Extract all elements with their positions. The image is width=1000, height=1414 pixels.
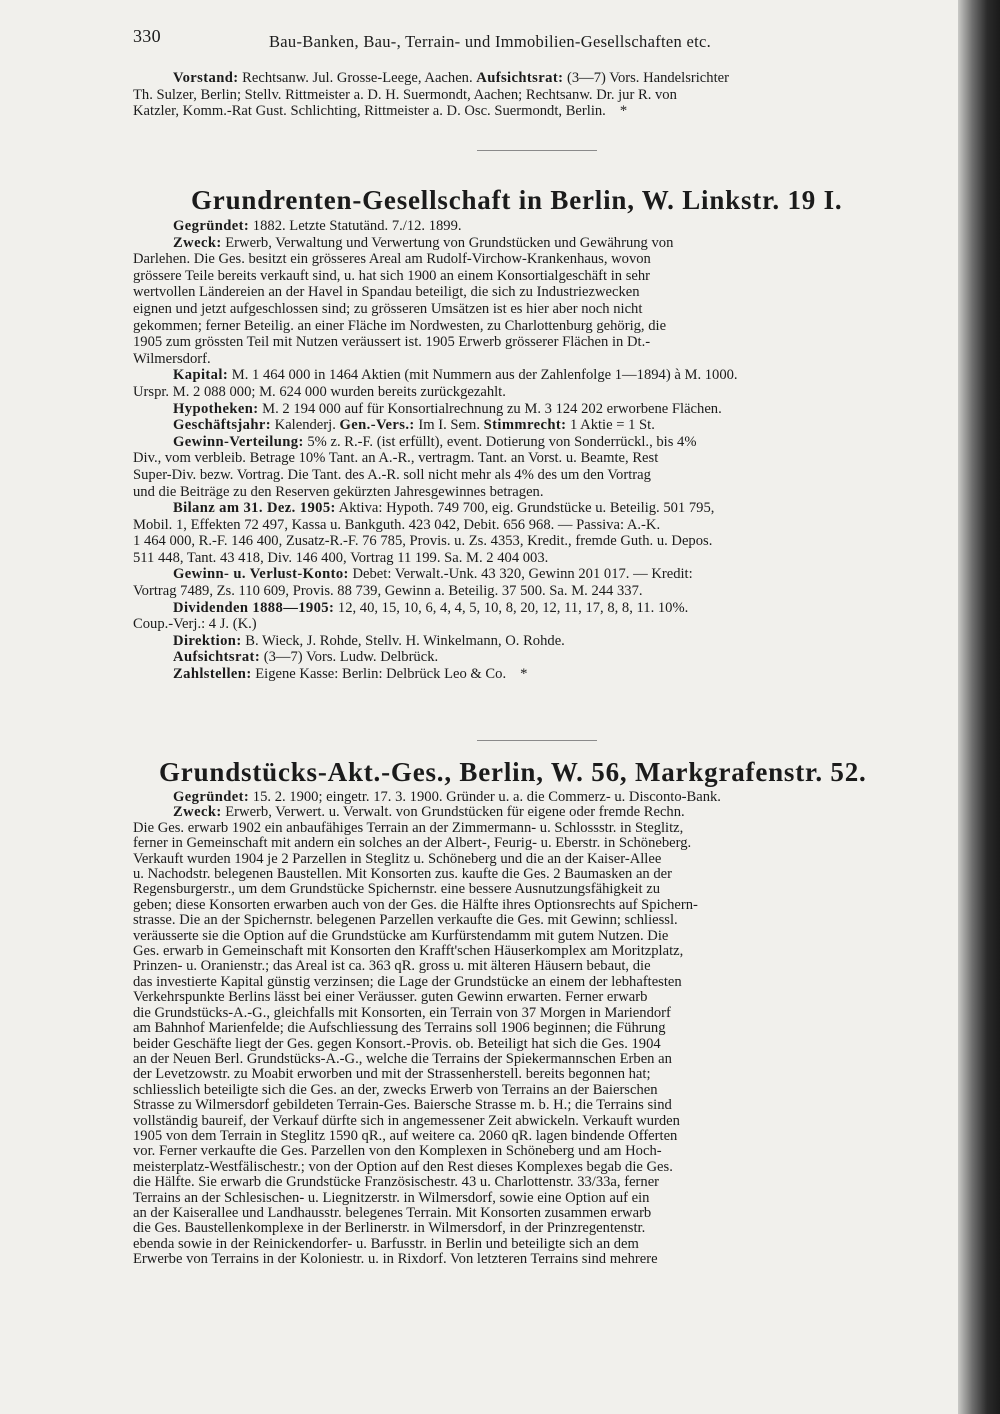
text-fragment: 1 Aktie = 1 St. <box>566 417 655 434</box>
text-line <box>133 268 941 285</box>
section-divider <box>477 150 597 151</box>
text-line <box>133 1114 941 1129</box>
keyword: Bilanz am 31. Dez. 1905: <box>173 500 336 517</box>
text-fragment: Debet: Verwalt.-Unk. 43 320, Gewinn 201 017. — Kredit: <box>348 566 693 583</box>
keyword: Aufsichtsrat: <box>173 649 261 666</box>
text-line: Th. Sulzer, Berlin; Stellv. Rittmeister a. D. H. Suermondt, Aachen; Rechtsanw. Dr. jur R. von <box>133 86 677 103</box>
text-fragment: grössere Teile bereits verkauft sind, u. hat sich 1900 an einem Konsortialgeschäft in sehr <box>133 267 651 284</box>
text-line <box>133 898 941 913</box>
keyword: Gen.-Vers.: <box>339 417 415 434</box>
asterisk-mark: * <box>619 103 628 120</box>
text-line <box>133 566 941 583</box>
text-line <box>133 1067 941 1082</box>
company-title: Grundrenten-Gesellschaft in Berlin, W. Linkstr. 19 I. <box>191 185 843 215</box>
text-fragment: ebenda sowie in der Reinickendorfer- u. Barfusstr. in Berlin und beteiligte sich an dem <box>133 1235 639 1252</box>
text-fragment: Strasse zu Wilmersdorf gebildeten Terrain-Ges. Baiersche Strasse m. b. H.; die Terrains sind <box>133 1097 672 1114</box>
text-line <box>133 467 941 484</box>
text-fragment: Katzler, Komm.-Rat Gust. Schlichting, Rittmeister a. D. Osc. Suermondt, Berlin. <box>133 103 606 120</box>
text-fragment: Div., vom verbleib. Betrage 10% Tant. an A.-R., vertragm. Tant. an Vorst. u. Beamte, Rest <box>133 450 659 467</box>
text-fragment: Erwerb, Verwert. u. Verwalt. von Grundstücken für eigene oder fremde Rechn. <box>221 804 685 821</box>
text-fragment: Erwerb, Verwaltung und Verwertung von Grundstücken und Gewährung von <box>221 234 674 251</box>
company-entry-grundrenten <box>133 218 941 683</box>
text-line <box>133 852 941 867</box>
text-fragment: 511 448, Tant. 43 418, Div. 146 400, Vortrag 11 199. Sa. M. 2 404 003. <box>133 549 549 566</box>
text-fragment: Urspr. M. 2 088 000; M. 624 000 wurden bereits zurückgezahlt. <box>133 383 506 400</box>
keyword: Aufsichtsrat: <box>476 70 564 86</box>
text-fragment: Regensburgerstr., um dem Grundstücke Spichernstr. eine bessere Ausnutzungsfähigkeit zu <box>133 881 661 898</box>
text-line <box>133 836 941 851</box>
scan-edge-shadow <box>958 0 1000 1414</box>
text-line <box>133 1006 941 1021</box>
text-fragment: meisterplatz-Westfälischestr.; von der Option auf den Rest dieses Komplexes begab die Ges. <box>133 1158 673 1175</box>
text-fragment: vor. Ferner verkaufte die Ges. Parzellen von den Komplexen in Schöneberg und am Hoch- <box>133 1143 662 1160</box>
text-line <box>133 1052 941 1067</box>
text-fragment: Mobil. 1, Effekten 72 497, Kassa u. Bankguth. 423 042, Debit. 656 968. — Passiva: A.-K. <box>133 516 661 533</box>
text-line <box>133 103 941 120</box>
text-line <box>133 882 941 897</box>
text-line <box>133 1191 941 1206</box>
text-fragment: an der Kaiserallee und Landhausstr. belegenes Terrain. Mit Konsorten zusammen erwarb <box>133 1204 652 1221</box>
text-line <box>133 616 941 633</box>
text-fragment: vollständig baureif, der Verkauf dürfte sich in angemessener Zeit abwickeln. Verkauft wurden <box>133 1112 680 1129</box>
document-page <box>133 22 941 1268</box>
keyword: Gewinn-Verteilung: <box>173 433 304 450</box>
entry-text <box>133 218 941 683</box>
running-head <box>133 22 941 56</box>
text-line <box>133 318 941 335</box>
text-fragment: Im I. Sem. <box>414 417 484 434</box>
text-line <box>133 401 941 418</box>
text-fragment: Super-Div. bezw. Vortrag. Die Tant. des A.-R. soll nicht mehr als 4% des um den Vortrag <box>133 466 651 483</box>
text-fragment: (3—7) Vors. Handelsrichter <box>563 70 729 86</box>
entry-top-text <box>133 70 941 120</box>
text-fragment: 12, 40, 15, 10, 6, 4, 4, 5, 10, 8, 20, 12, 11, 17, 8, 8, 11. 10%. <box>334 599 689 616</box>
keyword: Zweck: <box>173 804 222 821</box>
text-fragment: Wilmersdorf. <box>133 350 211 367</box>
text-fragment: eignen und jetzt aufgeschlossen sind; zu grösseren Umsätzen ist es hier aber noch nicht <box>133 300 643 317</box>
text-fragment: 15. 2. 1900; eingetr. 17. 3. 1900. Gründer u. a. die Commerz- u. Disconto-Bank. <box>249 789 721 805</box>
keyword: Gegründet: <box>173 218 250 234</box>
text-line <box>133 1206 941 1221</box>
text-fragment: 5% z. R.-F. (ist erfüllt), event. Dotierung von Sonderrückl., bis 4% <box>303 433 697 450</box>
text-line <box>133 384 941 401</box>
text-fragment: u. Nachodstr. belegenen Baustellen. Mit Konsorten zus. kaufte die Ges. 2 Baumasken an der <box>133 866 673 883</box>
text-fragment: Prinzen- u. Oranienstr.; das Areal ist ca. 363 qR. gross u. mit älteren Häusern bebaut, die <box>133 958 651 975</box>
text-fragment: strasse. Die an der Spichernstr. belegenen Parzellen verkaufte die Ges. mit Gewinn; schliessl. <box>133 912 678 929</box>
text-line <box>133 351 941 368</box>
page-number: 330 <box>133 26 161 46</box>
text-fragment: Kalenderj. <box>271 417 340 434</box>
text-fragment: das investierte Kapital günstig verzinsen; die Lage der Grundstücke an einem der lebhaftesten <box>133 973 682 990</box>
running-title: Bau-Banken, Bau-, Terrain- und Immobilien-Gesellschaften etc. <box>269 32 712 51</box>
text-fragment: die Hälfte. Sie erwarb die Grundstücke Französischestr. 43 u. Charlottenstr. 33/33a, ferner <box>133 1174 660 1191</box>
text-fragment: Terrains an der Schlesischen- u. Liegnitzerstr. in Wilmersdorf, sowie eine Option auf ein <box>133 1189 650 1206</box>
text-line <box>133 417 941 434</box>
text-fragment: Rechtsanw. Jul. Grosse-Leege, Aachen. <box>238 70 477 86</box>
text-line <box>133 959 941 974</box>
text-line <box>133 1144 941 1159</box>
text-fragment: gekommen; ferner Beteilig. an einer Fläche im Nordwesten, zu Charlottenburg gehörig, die <box>133 317 667 334</box>
text-fragment: die Grundstücks-A.-G., gleichfalls mit Konsorten, ein Terrain von 37 Morgen in Mariendorf <box>133 1004 671 1021</box>
text-fragment: am Bahnhof Marienfelde; die Aufschliessung des Terrains soll 1906 beginnen; die Führung <box>133 1020 666 1037</box>
text-line <box>133 975 941 990</box>
text-fragment: an der Neuen Berl. Grundstücks-A.-G., welche die Terrains der Spiekermannschen Erben an <box>133 1050 672 1067</box>
text-line <box>133 284 941 301</box>
text-fragment: veräusserte sie die Option auf die Grundstücke am Kurfürstendamm mit gutem Nutzen. Die <box>133 927 669 944</box>
text-fragment: Coup.-Verj.: 4 J. (K.) <box>133 616 257 633</box>
text-line <box>133 517 941 534</box>
text-line <box>133 500 941 517</box>
text-line <box>133 235 941 252</box>
text-fragment: 1882. Letzte Statutänd. 7./12. 1899. <box>249 218 462 234</box>
text-fragment: B. Wieck, J. Rohde, Stellv. H. Winkelmann, O. Rohde. <box>241 632 565 649</box>
text-fragment: Erwerbe von Terrains in der Koloniestr. u. in Rixdorf. Von letzteren Terrains sind mehrere <box>133 1251 658 1268</box>
text-line <box>133 1160 941 1175</box>
keyword: Gewinn- u. Verlust-Konto: <box>173 566 349 583</box>
text-fragment: M. 1 464 000 in 1464 Aktien (mit Nummern aus der Zahlenfolge 1—1894) à M. 1000. <box>228 367 738 384</box>
keyword: Kapital: <box>173 367 229 384</box>
text-fragment: wertvollen Ländereien an der Havel in Spandau beteiligt, die sich zu Industriezwecken <box>133 284 640 301</box>
section-divider <box>477 740 597 741</box>
text-fragment: Die Ges. erwarb 1902 ein anbaufähiges Terrain an der Zimmermann- u. Schlossstr. in Steglitz, <box>133 819 684 836</box>
text-fragment: Verkehrspunkte Berlins lässt bei einer Veräusser. guten Gewinn erwarten. Ferner erwarb <box>133 989 648 1006</box>
text-line <box>133 367 941 384</box>
text-fragment: ferner in Gemeinschaft mit andern ein solches an der Albert-, Feurig- u. Eberstr. in Schöneberg. <box>133 835 692 852</box>
text-line <box>133 1083 941 1098</box>
text-line <box>133 913 941 928</box>
text-line <box>133 790 941 805</box>
keyword: Gegründet: <box>173 789 250 805</box>
text-fragment: Vortrag 7489, Zs. 110 609, Provis. 88 739, Gewinn a. Beteilig. 37 500. Sa. M. 244 337. <box>133 583 643 600</box>
keyword: Stimmrecht: <box>483 417 567 434</box>
text-line <box>133 1021 941 1036</box>
text-line <box>133 1129 941 1144</box>
text-line <box>133 484 941 501</box>
keyword: Zweck: <box>173 234 222 251</box>
text-line <box>133 1098 941 1113</box>
text-fragment: und die Beiträge zu den Reserven gekürzten Jahresgewinnes betragen. <box>133 483 544 500</box>
text-line <box>133 334 941 351</box>
text-line <box>133 251 941 268</box>
text-fragment: Darlehen. Die Ges. besitzt ein grösseres Areal am Rudolf-Virchow-Krankenhaus, wovon <box>133 251 651 268</box>
text-fragment: Aktiva: Hypoth. 749 700, eig. Grundstücke u. Beteilig. 501 795, <box>335 500 715 517</box>
keyword: Direktion: <box>173 632 242 649</box>
text-line <box>133 944 941 959</box>
entry-text <box>133 790 941 1268</box>
text-line <box>133 666 941 683</box>
text-line <box>133 550 941 567</box>
text-line <box>133 600 941 617</box>
text-line <box>133 1175 941 1190</box>
text-line <box>133 1252 941 1267</box>
text-fragment: geben; diese Konsorten erwarben auch von der Ges. die Hälfte ihres Optionsrechts auf Spichern- <box>133 896 698 913</box>
text-line <box>133 1037 941 1052</box>
asterisk-mark: * <box>520 666 528 683</box>
text-fragment: M. 2 194 000 auf für Konsortialrechnung zu M. 3 124 202 erworbene Flächen. <box>258 400 722 417</box>
text-line <box>133 929 941 944</box>
entry-top <box>133 70 941 120</box>
text-fragment: 1905 von dem Terrain in Steglitz 1590 qR., auf weitere ca. 2060 qR. lagen bindende Offerten <box>133 1127 678 1144</box>
text-fragment: beider Geschäfte liegt der Ges. gegen Konsort.-Provis. ob. Beteiligt hat sich die Ges. 1904 <box>133 1035 661 1052</box>
text-line <box>133 649 941 666</box>
keyword: Hypotheken: <box>173 400 259 417</box>
text-fragment: Ges. erwarb in Gemeinschaft mit Konsorten den Krafft'schen Häuserkomplex am Moritzplatz, <box>133 943 684 960</box>
company-title: Grundstücks-Akt.-Ges., Berlin, W. 56, Markgrafenstr. 52. <box>159 757 867 787</box>
text-fragment: 1905 zum grössten Teil mit Nutzen veräussert ist. 1905 Erwerb grösserer Flächen in Dt.- <box>133 334 651 351</box>
text-line <box>133 805 941 820</box>
text-fragment: Verkauft wurden 1904 je 2 Parzellen in Steglitz u. Schöneberg und die an der Kaiser-Allee <box>133 850 662 867</box>
text-line <box>133 1221 941 1236</box>
text-line <box>133 821 941 836</box>
text-line <box>133 218 941 235</box>
keyword: Vorstand: <box>173 70 239 86</box>
text-line <box>133 633 941 650</box>
text-line <box>133 1237 941 1252</box>
keyword: Geschäftsjahr: <box>173 417 272 434</box>
text-line <box>133 450 941 467</box>
keyword: Zahlstellen: <box>173 666 252 683</box>
text-line <box>133 533 941 550</box>
text-fragment: (3—7) Vors. Ludw. Delbrück. <box>260 649 439 666</box>
text-fragment: schliesslich beteiligte sich die Ges. an der, zwecks Erwerb von Terrains an der Baierschen <box>133 1081 658 1098</box>
text-fragment: die Ges. Baustellenkomplexe in der Berlinerstr. in Wilmersdorf, in der Prinzregentenstr. <box>133 1220 646 1237</box>
text-line <box>133 867 941 882</box>
text-fragment: 1 464 000, R.-F. 146 400, Zusatz-R.-F. 76 785, Provis. u. Zs. 4353, Kredit., fremde Guth. u. Depos. <box>133 533 713 550</box>
company-entry-grundstuecks <box>133 790 941 1268</box>
text-fragment: Eigene Kasse: Berlin: Delbrück Leo & Co. <box>251 666 507 683</box>
text-fragment: der Levetzowstr. zu Moabit erworben und mit der Strassenherstell. bereits begonnen hat; <box>133 1066 651 1083</box>
text-line <box>133 301 941 318</box>
text-line <box>133 583 941 600</box>
keyword: Dividenden 1888—1905: <box>173 599 335 616</box>
text-line <box>133 434 941 451</box>
text-line <box>133 70 941 87</box>
text-line <box>133 990 941 1005</box>
